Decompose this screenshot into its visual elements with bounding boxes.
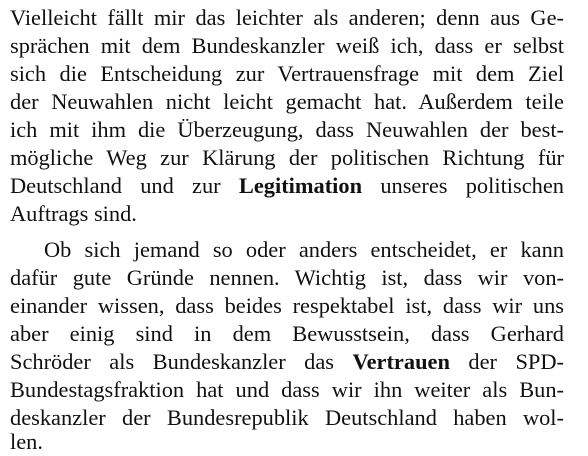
text-line: der Neuwahlen nicht leicht gemacht hat. Außerdem teile bbox=[10, 89, 564, 114]
text-line: sich die Entscheidung zur Vertrauensfrage mit dem Ziel bbox=[10, 61, 564, 86]
text-line: Ob sich jemand so oder anders entscheidet, er kann bbox=[44, 237, 564, 262]
text-line: deskanzler der Bundesrepublik Deutschland haben wol- bbox=[10, 405, 564, 430]
text-line: Deutschland und zur Legitimation unseres politischen bbox=[10, 173, 564, 198]
text-line: len. bbox=[10, 429, 43, 454]
bold-term-legitimation: Legitimation bbox=[238, 173, 363, 198]
text-line: Vielleicht fällt mir das leichter als anderen; denn aus Ge- bbox=[10, 5, 564, 30]
text-line: mögliche Weg zur Klärung der politischen Richtung für bbox=[10, 145, 564, 170]
text-line: ich mit ihm die Überzeugung, dass Neuwahlen der best- bbox=[10, 117, 564, 142]
text-line: Schröder als Bundeskanzler das Vertrauen der SPD- bbox=[10, 349, 564, 374]
bold-term-vertrauen: Vertrauen bbox=[352, 349, 450, 374]
text-line: Auftrags sind. bbox=[10, 201, 137, 226]
text-line: dafür gute Gründe nennen. Wichtig ist, dass wir von- bbox=[10, 265, 564, 290]
text-line: aber einig sind in dem Bewusstsein, dass Gerhard bbox=[10, 321, 564, 346]
text-line: sprächen mit dem Bundeskanzler weiß ich, dass er selbst bbox=[10, 33, 564, 58]
text-line: Bundestagsfraktion hat und dass wir ihn weiter als Bun- bbox=[10, 377, 564, 402]
text-line: einander wissen, dass beides respektabel ist, dass wir uns bbox=[10, 293, 564, 318]
